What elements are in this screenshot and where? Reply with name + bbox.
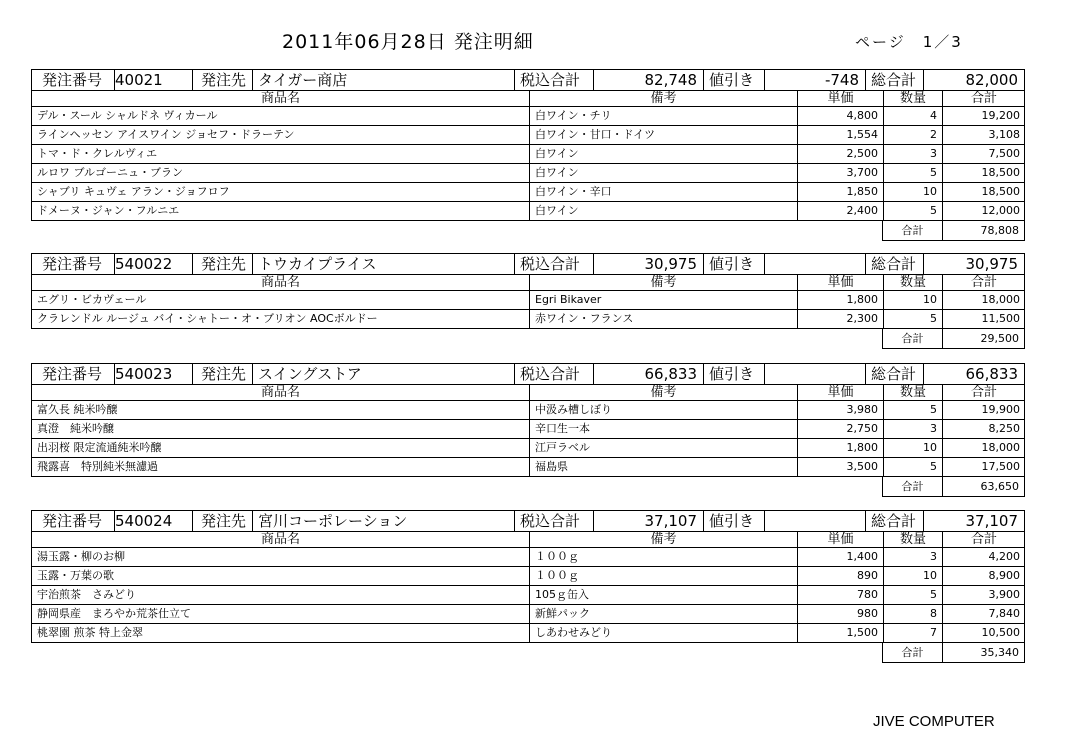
item-note: 福島県 — [529, 458, 797, 476]
order-block — [31, 253, 1025, 349]
order-no-value: 540023 — [114, 364, 192, 384]
item-price: 1,800 — [797, 439, 883, 457]
item-note: 赤ワイン・フランス — [529, 310, 797, 328]
tax-total-label: 税込合計 — [514, 364, 593, 384]
col-name-header: 商品名 — [260, 91, 300, 106]
item-price: 1,554 — [797, 126, 883, 144]
table-row — [31, 624, 1025, 643]
item-qty: 10 — [883, 291, 942, 309]
col-price-header: 単価 — [797, 275, 883, 290]
table-row — [31, 439, 1025, 458]
item-qty: 10 — [883, 439, 942, 457]
item-name: 玉露・万葉の歌 — [37, 569, 114, 582]
subtotal-row — [882, 221, 1025, 241]
item-price: 890 — [797, 567, 883, 585]
item-qty: 2 — [883, 126, 942, 144]
discount-label: 値引き — [703, 70, 764, 90]
order-no-value: 540024 — [114, 511, 192, 531]
col-price-header: 単価 — [797, 91, 883, 106]
item-price: 1,800 — [797, 291, 883, 309]
item-note: 白ワイン — [529, 202, 797, 220]
order-no-label: 発注番号 — [42, 71, 103, 89]
item-price: 2,400 — [797, 202, 883, 220]
grand-total-label: 総合計 — [865, 254, 923, 274]
table-row — [31, 586, 1025, 605]
table-row — [31, 126, 1025, 145]
table-row — [31, 202, 1025, 221]
col-name-header: 商品名 — [260, 532, 300, 547]
subtotal-label: 合計 — [901, 332, 924, 345]
column-header — [31, 275, 1025, 291]
item-note: 江戸ラベル — [529, 439, 797, 457]
discount-label: 値引き — [703, 511, 764, 531]
item-name: 湯玉露・柳のお柳 — [37, 550, 125, 563]
item-name: 真澄 純米吟醸 — [37, 422, 114, 435]
table-row — [31, 548, 1025, 567]
item-name: 富久長 純米吟醸 — [37, 403, 118, 416]
table-row — [31, 164, 1025, 183]
item-sum: 19,900 — [942, 401, 1025, 419]
column-header — [31, 385, 1025, 401]
item-price: 4,800 — [797, 107, 883, 125]
item-sum: 18,000 — [942, 291, 1025, 309]
item-price: 3,700 — [797, 164, 883, 182]
item-sum: 3,900 — [942, 586, 1025, 604]
col-name-header: 商品名 — [260, 385, 300, 400]
item-sum: 4,200 — [942, 548, 1025, 566]
discount-value — [764, 364, 865, 384]
column-header — [31, 91, 1025, 107]
supplier-label: 発注先 — [192, 254, 252, 274]
supplier-value: 宮川コーポレーション — [252, 511, 514, 531]
col-qty-header: 数量 — [883, 91, 942, 106]
grand-total-value: 30,975 — [923, 254, 1024, 274]
item-name: トマ・ド・クレルヴィエ — [37, 147, 158, 160]
table-row — [31, 567, 1025, 586]
item-qty: 5 — [883, 310, 942, 328]
subtotal-label: 合計 — [901, 646, 924, 659]
item-price: 1,850 — [797, 183, 883, 201]
item-qty: 3 — [883, 420, 942, 438]
col-note-header: 備考 — [529, 275, 797, 290]
order-header — [31, 69, 1025, 91]
order-no-label: 発注番号 — [42, 365, 103, 383]
supplier-label: 発注先 — [192, 511, 252, 531]
tax-total-label: 税込合計 — [514, 70, 593, 90]
item-note: 中汲み槽しぼり — [529, 401, 797, 419]
item-price: 2,300 — [797, 310, 883, 328]
supplier-value: トウカイプライス — [252, 254, 514, 274]
order-no-label: 発注番号 — [42, 255, 103, 273]
item-name: 静岡県産 まろやか荒茶仕立て — [37, 607, 191, 620]
item-note: 新鮮パック — [529, 605, 797, 623]
subtotal-row — [882, 477, 1025, 497]
order-no-label: 発注番号 — [42, 512, 103, 530]
item-qty: 8 — [883, 605, 942, 623]
tax-total-label: 税込合計 — [514, 254, 593, 274]
subtotal-value: 63,650 — [942, 477, 1024, 496]
item-sum: 12,000 — [942, 202, 1025, 220]
item-qty: 5 — [883, 202, 942, 220]
item-qty: 4 — [883, 107, 942, 125]
table-row — [31, 291, 1025, 310]
item-note: 白ワイン — [529, 145, 797, 163]
item-name: 飛露喜 特別純米無濾過 — [37, 460, 158, 473]
grand-total-label: 総合計 — [865, 364, 923, 384]
item-sum: 11,500 — [942, 310, 1025, 328]
subtotal-row — [882, 329, 1025, 349]
discount-value — [764, 254, 865, 274]
discount-label: 値引き — [703, 254, 764, 274]
item-price: 1,400 — [797, 548, 883, 566]
item-price: 3,500 — [797, 458, 883, 476]
item-name: ルロワ ブルゴーニュ・ブラン — [37, 166, 184, 179]
item-note: 白ワイン・チリ — [529, 107, 797, 125]
col-note-header: 備考 — [529, 91, 797, 106]
subtotal-label: 合計 — [901, 480, 924, 493]
supplier-label: 発注先 — [192, 364, 252, 384]
item-note: 白ワイン・甘口・ドイツ — [529, 126, 797, 144]
col-sum-header: 合計 — [942, 532, 1025, 547]
item-name: 出羽桜 限定流通純米吟醸 — [37, 441, 162, 454]
item-price: 780 — [797, 586, 883, 604]
tax-total-value: 82,748 — [593, 70, 703, 90]
col-price-header: 単価 — [797, 532, 883, 547]
col-sum-header: 合計 — [942, 275, 1025, 290]
item-price: 2,500 — [797, 145, 883, 163]
item-qty: 5 — [883, 586, 942, 604]
grand-total-value: 66,833 — [923, 364, 1024, 384]
col-sum-header: 合計 — [942, 385, 1025, 400]
item-name: ドメーヌ・ジャン・フルニエ — [37, 204, 180, 217]
item-sum: 10,500 — [942, 624, 1025, 642]
item-qty: 5 — [883, 164, 942, 182]
item-qty: 10 — [883, 183, 942, 201]
supplier-value: スイングストア — [252, 364, 514, 384]
order-header — [31, 253, 1025, 275]
column-header — [31, 532, 1025, 548]
discount-label: 値引き — [703, 364, 764, 384]
item-name: シャブリ キュヴェ アラン・ジョフロフ — [37, 185, 230, 198]
discount-value: -748 — [764, 70, 865, 90]
item-qty: 5 — [883, 458, 942, 476]
item-note: しあわせみどり — [529, 624, 797, 642]
item-note: １００ｇ — [529, 567, 797, 585]
item-sum: 7,500 — [942, 145, 1025, 163]
col-qty-header: 数量 — [883, 275, 942, 290]
supplier-value: タイガー商店 — [252, 70, 514, 90]
item-qty: 3 — [883, 145, 942, 163]
supplier-label: 発注先 — [192, 70, 252, 90]
item-sum: 18,000 — [942, 439, 1025, 457]
grand-total-value: 82,000 — [923, 70, 1024, 90]
item-note: 辛口生一本 — [529, 420, 797, 438]
item-sum: 8,250 — [942, 420, 1025, 438]
item-note: 白ワイン・辛口 — [529, 183, 797, 201]
order-block — [31, 363, 1025, 497]
item-price: 2,750 — [797, 420, 883, 438]
item-sum: 3,108 — [942, 126, 1025, 144]
item-price: 980 — [797, 605, 883, 623]
table-row — [31, 310, 1025, 329]
tax-total-value: 66,833 — [593, 364, 703, 384]
table-row — [31, 420, 1025, 439]
order-block — [31, 510, 1025, 663]
item-name: クラレンドル ルージュ バイ・シャトー・オ・ブリオン AOCボルドー — [37, 312, 378, 325]
item-note: Egri Bikaver — [529, 291, 797, 309]
order-header — [31, 363, 1025, 385]
grand-total-value: 37,107 — [923, 511, 1024, 531]
table-row — [31, 145, 1025, 164]
discount-value — [764, 511, 865, 531]
item-qty: 10 — [883, 567, 942, 585]
page-number: ページ 1／3 — [855, 33, 963, 51]
item-name: デル・スール シャルドネ ヴィカール — [37, 109, 218, 122]
grand-total-label: 総合計 — [865, 511, 923, 531]
item-note: 105ｇ缶入 — [529, 586, 797, 604]
item-sum: 19,200 — [942, 107, 1025, 125]
order-block — [31, 69, 1025, 241]
item-price: 3,980 — [797, 401, 883, 419]
subtotal-value: 78,808 — [942, 221, 1024, 240]
table-row — [31, 107, 1025, 126]
grand-total-label: 総合計 — [865, 70, 923, 90]
item-name: 宇治煎茶 さみどり — [37, 588, 136, 601]
footer-company: JIVE COMPUTER — [873, 713, 995, 730]
col-qty-header: 数量 — [883, 532, 942, 547]
table-row — [31, 401, 1025, 420]
subtotal-row — [882, 643, 1025, 663]
col-sum-header: 合計 — [942, 91, 1025, 106]
item-qty: 5 — [883, 401, 942, 419]
col-note-header: 備考 — [529, 532, 797, 547]
item-name: 桃翠園 煎茶 特上金翠 — [37, 626, 143, 639]
subtotal-value: 29,500 — [942, 329, 1024, 348]
order-no-value: 40021 — [114, 70, 192, 90]
subtotal-value: 35,340 — [942, 643, 1024, 662]
item-sum: 8,900 — [942, 567, 1025, 585]
table-row — [31, 605, 1025, 624]
col-name-header: 商品名 — [260, 275, 300, 290]
tax-total-label: 税込合計 — [514, 511, 593, 531]
table-row — [31, 183, 1025, 202]
tax-total-value: 30,975 — [593, 254, 703, 274]
order-header — [31, 510, 1025, 532]
item-sum: 18,500 — [942, 164, 1025, 182]
item-sum: 7,840 — [942, 605, 1025, 623]
col-note-header: 備考 — [529, 385, 797, 400]
tax-total-value: 37,107 — [593, 511, 703, 531]
col-price-header: 単価 — [797, 385, 883, 400]
item-name: エグリ・ビカヴェール — [37, 293, 147, 306]
subtotal-label: 合計 — [901, 224, 924, 237]
item-qty: 3 — [883, 548, 942, 566]
page-title: 2011年06月28日 発注明細 — [282, 31, 534, 53]
col-qty-header: 数量 — [883, 385, 942, 400]
item-sum: 17,500 — [942, 458, 1025, 476]
item-note: １００ｇ — [529, 548, 797, 566]
table-row — [31, 458, 1025, 477]
item-sum: 18,500 — [942, 183, 1025, 201]
item-note: 白ワイン — [529, 164, 797, 182]
item-name: ラインヘッセン アイスワイン ジョセフ・ドラーテン — [37, 128, 295, 141]
order-no-value: 540022 — [114, 254, 192, 274]
item-qty: 7 — [883, 624, 942, 642]
item-price: 1,500 — [797, 624, 883, 642]
